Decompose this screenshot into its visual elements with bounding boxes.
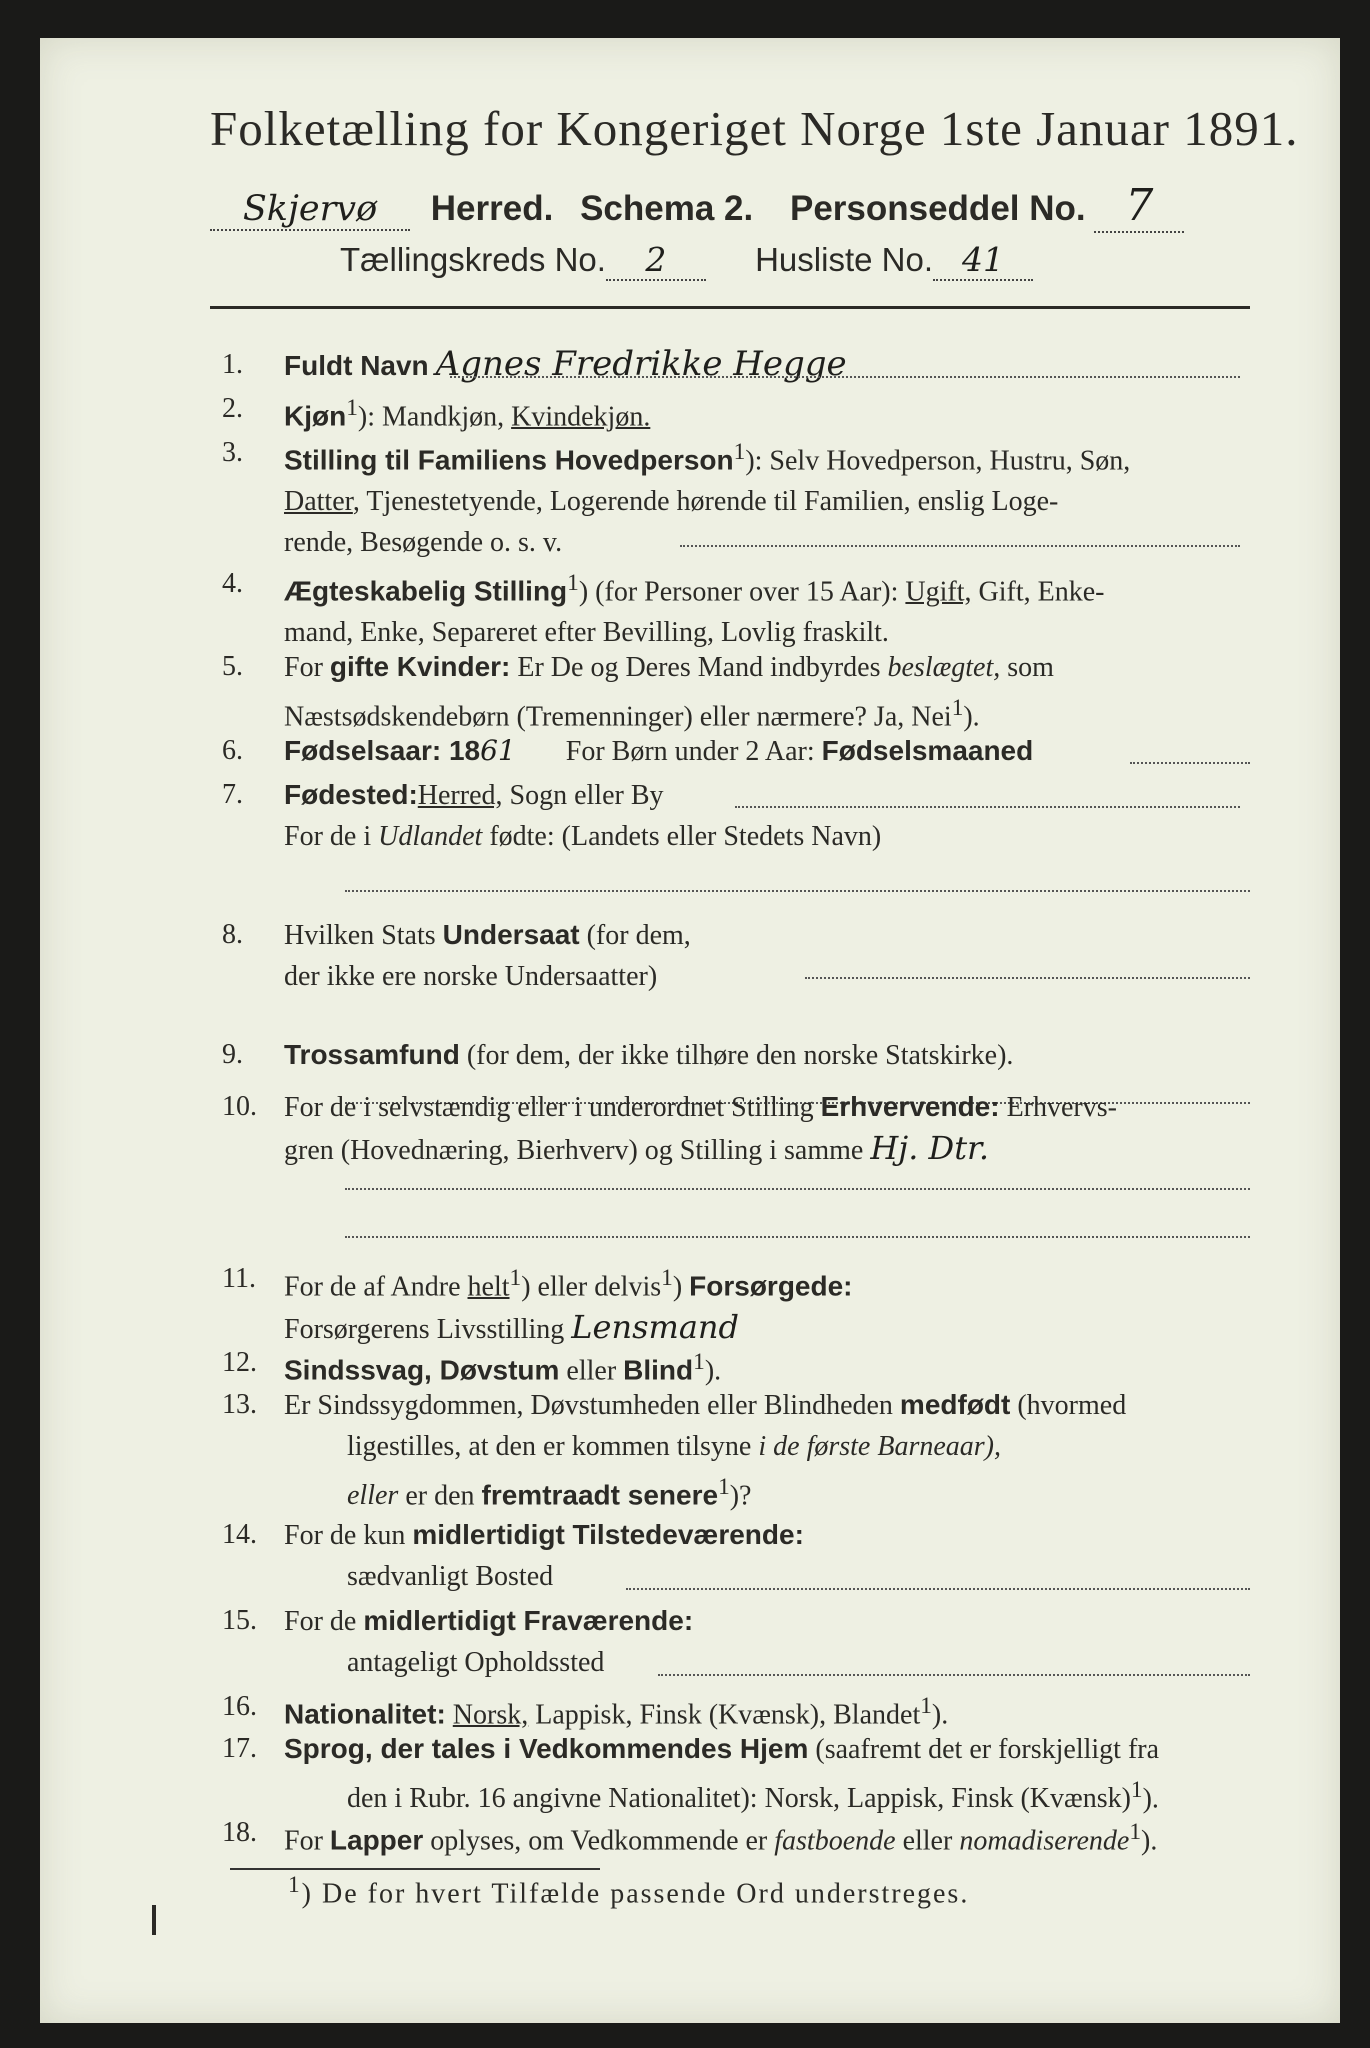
header-rule: [210, 306, 1250, 309]
item-3-dotline: [680, 545, 1240, 547]
form-title: Folketælling for Kongeriget Norge 1ste Januar 1891.: [210, 101, 1299, 156]
item-10-dotline-b: [345, 1236, 1250, 1238]
kreds-field: 2: [606, 240, 706, 281]
item-7-dotline-a: [735, 806, 1240, 808]
birthyear-value: 61: [480, 734, 516, 767]
item-14-dotline: [626, 1588, 1250, 1590]
item-7-dotline-b: [345, 890, 1250, 892]
footnote-rule: [230, 1868, 600, 1870]
item-6-dotline: [1130, 762, 1250, 764]
kreds-line: Tællingskreds No. 2 Husliste No. 41: [340, 240, 1033, 281]
name-dotline: [450, 376, 1240, 378]
provider-value: Lensmand: [571, 1308, 739, 1347]
margin-mark: [152, 1905, 156, 1935]
husliste-field: 41: [933, 240, 1033, 281]
item-10-dotline-a: [345, 1188, 1250, 1190]
header-line: Skjervø Herred. Schema 2. Personseddel No. 7: [210, 180, 1260, 233]
herred-field: Skjervø: [210, 189, 410, 231]
name-value: Agnes Fredrikke Hegge: [435, 344, 847, 384]
occupation-value: Hj. Dtr.: [870, 1129, 989, 1167]
item-15-dotline: [658, 1674, 1250, 1676]
personseddel-field: 7: [1094, 180, 1184, 233]
item-8-dotline: [805, 977, 1250, 979]
footnote: $^1$) De for hvert Tilfælde passende Ord understreges.: [288, 1872, 970, 1910]
